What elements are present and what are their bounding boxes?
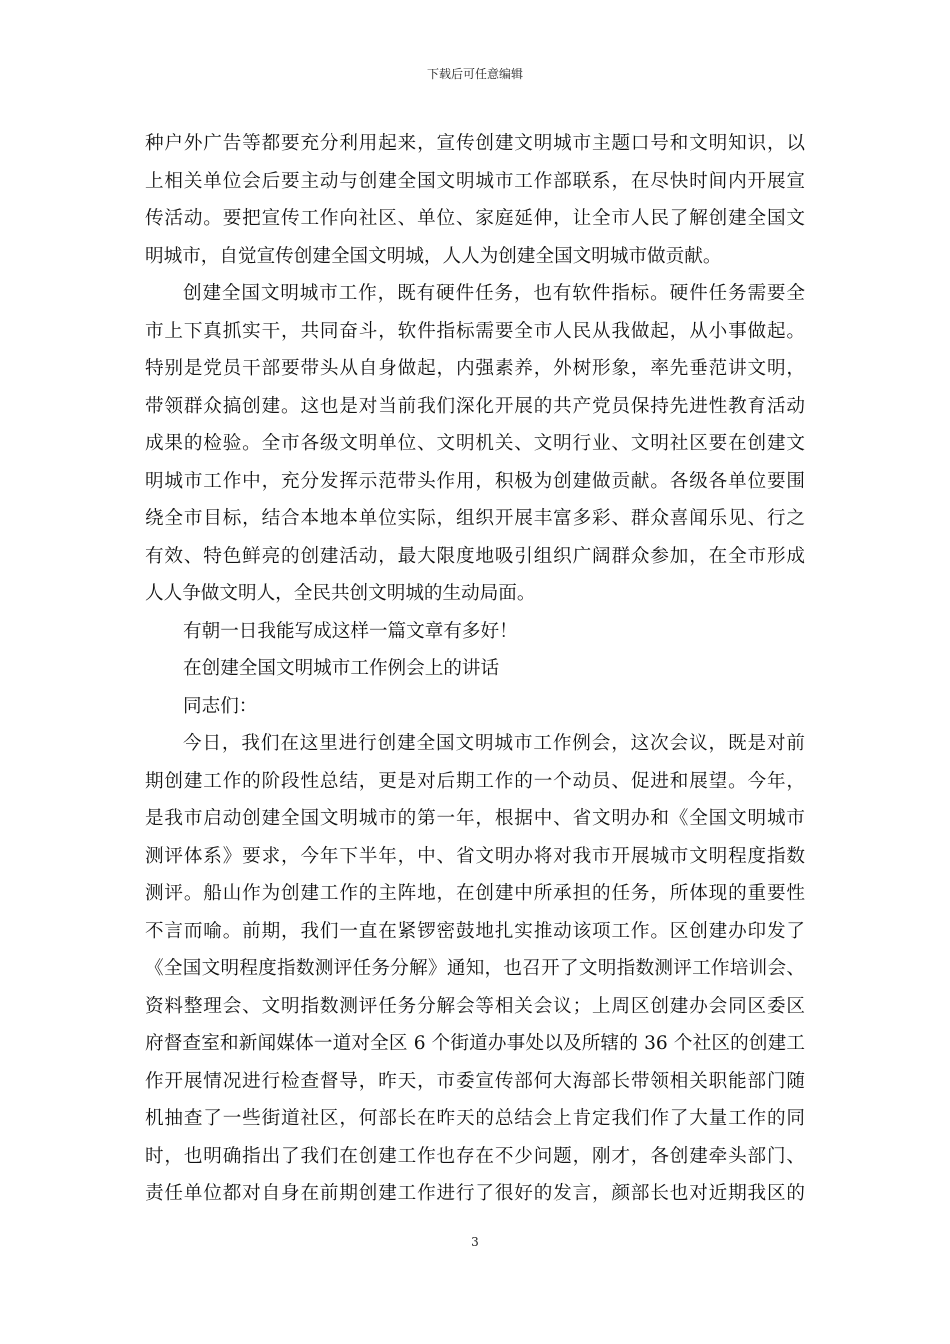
text-line: 测评。船山作为创建工作的主阵地，在创建中所承担的任务，所体现的重要性 [145, 883, 805, 904]
text-line: 作开展情况进行检查督导，昨天，市委宣传部何大海部长带领相关职能部门随 [145, 1070, 805, 1092]
text-line: 人人争做文明人，全民共创文明城的生动局面。 [145, 583, 536, 604]
text-line: 资料整理会、文明指数测评任务分解会等相关会议；上周区创建办会同区委区 [145, 995, 805, 1017]
text-line: 同志们： [183, 695, 258, 717]
text-line: 机抽查了一些街道社区，何部长在昨天的总结会上肯定我们作了大量工作的同 [145, 1108, 805, 1129]
page-header [0, 66, 950, 82]
text-line: 期创建工作的阶段性总结，更是对后期工作的一个动员、促进和展望。今年， [145, 770, 805, 792]
text-line: 有效、特色鲜亮的创建活动，最大限度地吸引组织广阔群众参加，在全市形成 [145, 545, 805, 567]
text-line: 是我市启动创建全国文明城市的第一年，根据中、省文明办和《全国文明城市 [145, 808, 805, 829]
text-line: 时，也明确指出了我们在创建工作也存在不少问题，刚才，各创建牵头部门、 [145, 1145, 805, 1167]
page-footer [0, 1234, 950, 1250]
text-line: 明城市，自觉宣传创建全国文明城，人人为创建全国文明城市做贡献。 [145, 245, 722, 267]
text-line: 市上下真抓实干，共同奋斗，软件指标需要全市人民从我做起，从小事做起。 [145, 320, 805, 342]
text-line: 创建全国文明城市工作，既有硬件任务，也有软件指标。硬件任务需要全 [183, 283, 805, 304]
text-line: 成果的检验。全市各级文明单位、文明机关、文明行业、文明社区要在创建文 [145, 433, 805, 454]
text-line: 《全国文明程度指数测评任务分解》通知，也召开了文明指数测评工作培训会、 [145, 958, 805, 979]
text-line: 府督查室和新闻媒体一道对全区 6 个街道办事处以及所辖的 36 个社区的创建工 [145, 1033, 805, 1054]
text-line: 今日，我们在这里进行创建全国文明城市工作例会，这次会议，既是对前 [183, 733, 805, 754]
text-line: 明城市工作中，充分发挥示范带头作用，积极为创建做贡献。各级各单位要围 [145, 470, 805, 492]
text-line: 在创建全国文明城市工作例会上的讲话 [183, 658, 500, 679]
text-line: 上相关单位会后要主动与创建全国文明城市工作部联系，在尽快时间内开展宣 [145, 170, 805, 192]
text-line: 不言而喻。前期，我们一直在紧锣密鼓地扎实推动该项工作。区创建办印发了 [145, 920, 805, 942]
text-line: 有朝一日我能写成这样一篇文章有多好！ [183, 620, 518, 642]
text-line: 种户外广告等都要充分利用起来，宣传创建文明城市主题口号和文明知识，以 [145, 133, 805, 154]
text-line: 责任单位都对自身在前期创建工作进行了很好的发言，颜部长也对近期我区的 [145, 1183, 805, 1204]
document-body [145, 125, 805, 1213]
text-line: 传活动。要把宣传工作向社区、单位、家庭延伸，让全市人民了解创建全国文 [145, 208, 805, 229]
text-line: 带领群众搞创建。这也是对当前我们深化开展的共产党员保持先进性教育活动 [145, 395, 805, 417]
text-line: 绕全市目标，结合本地本单位实际，组织开展丰富多彩、群众喜闻乐见、行之 [145, 508, 805, 529]
text-line: 测评体系》要求，今年下半年，中、省文明办将对我市开展城市文明程度指数 [145, 845, 805, 867]
page-number: 3 [471, 1235, 479, 1249]
text-line: 特别是党员干部要带头从自身做起，内强素养，外树形象，率先垂范讲文明， [145, 358, 805, 379]
header-text: 下载后可任意编辑 [426, 67, 523, 81]
